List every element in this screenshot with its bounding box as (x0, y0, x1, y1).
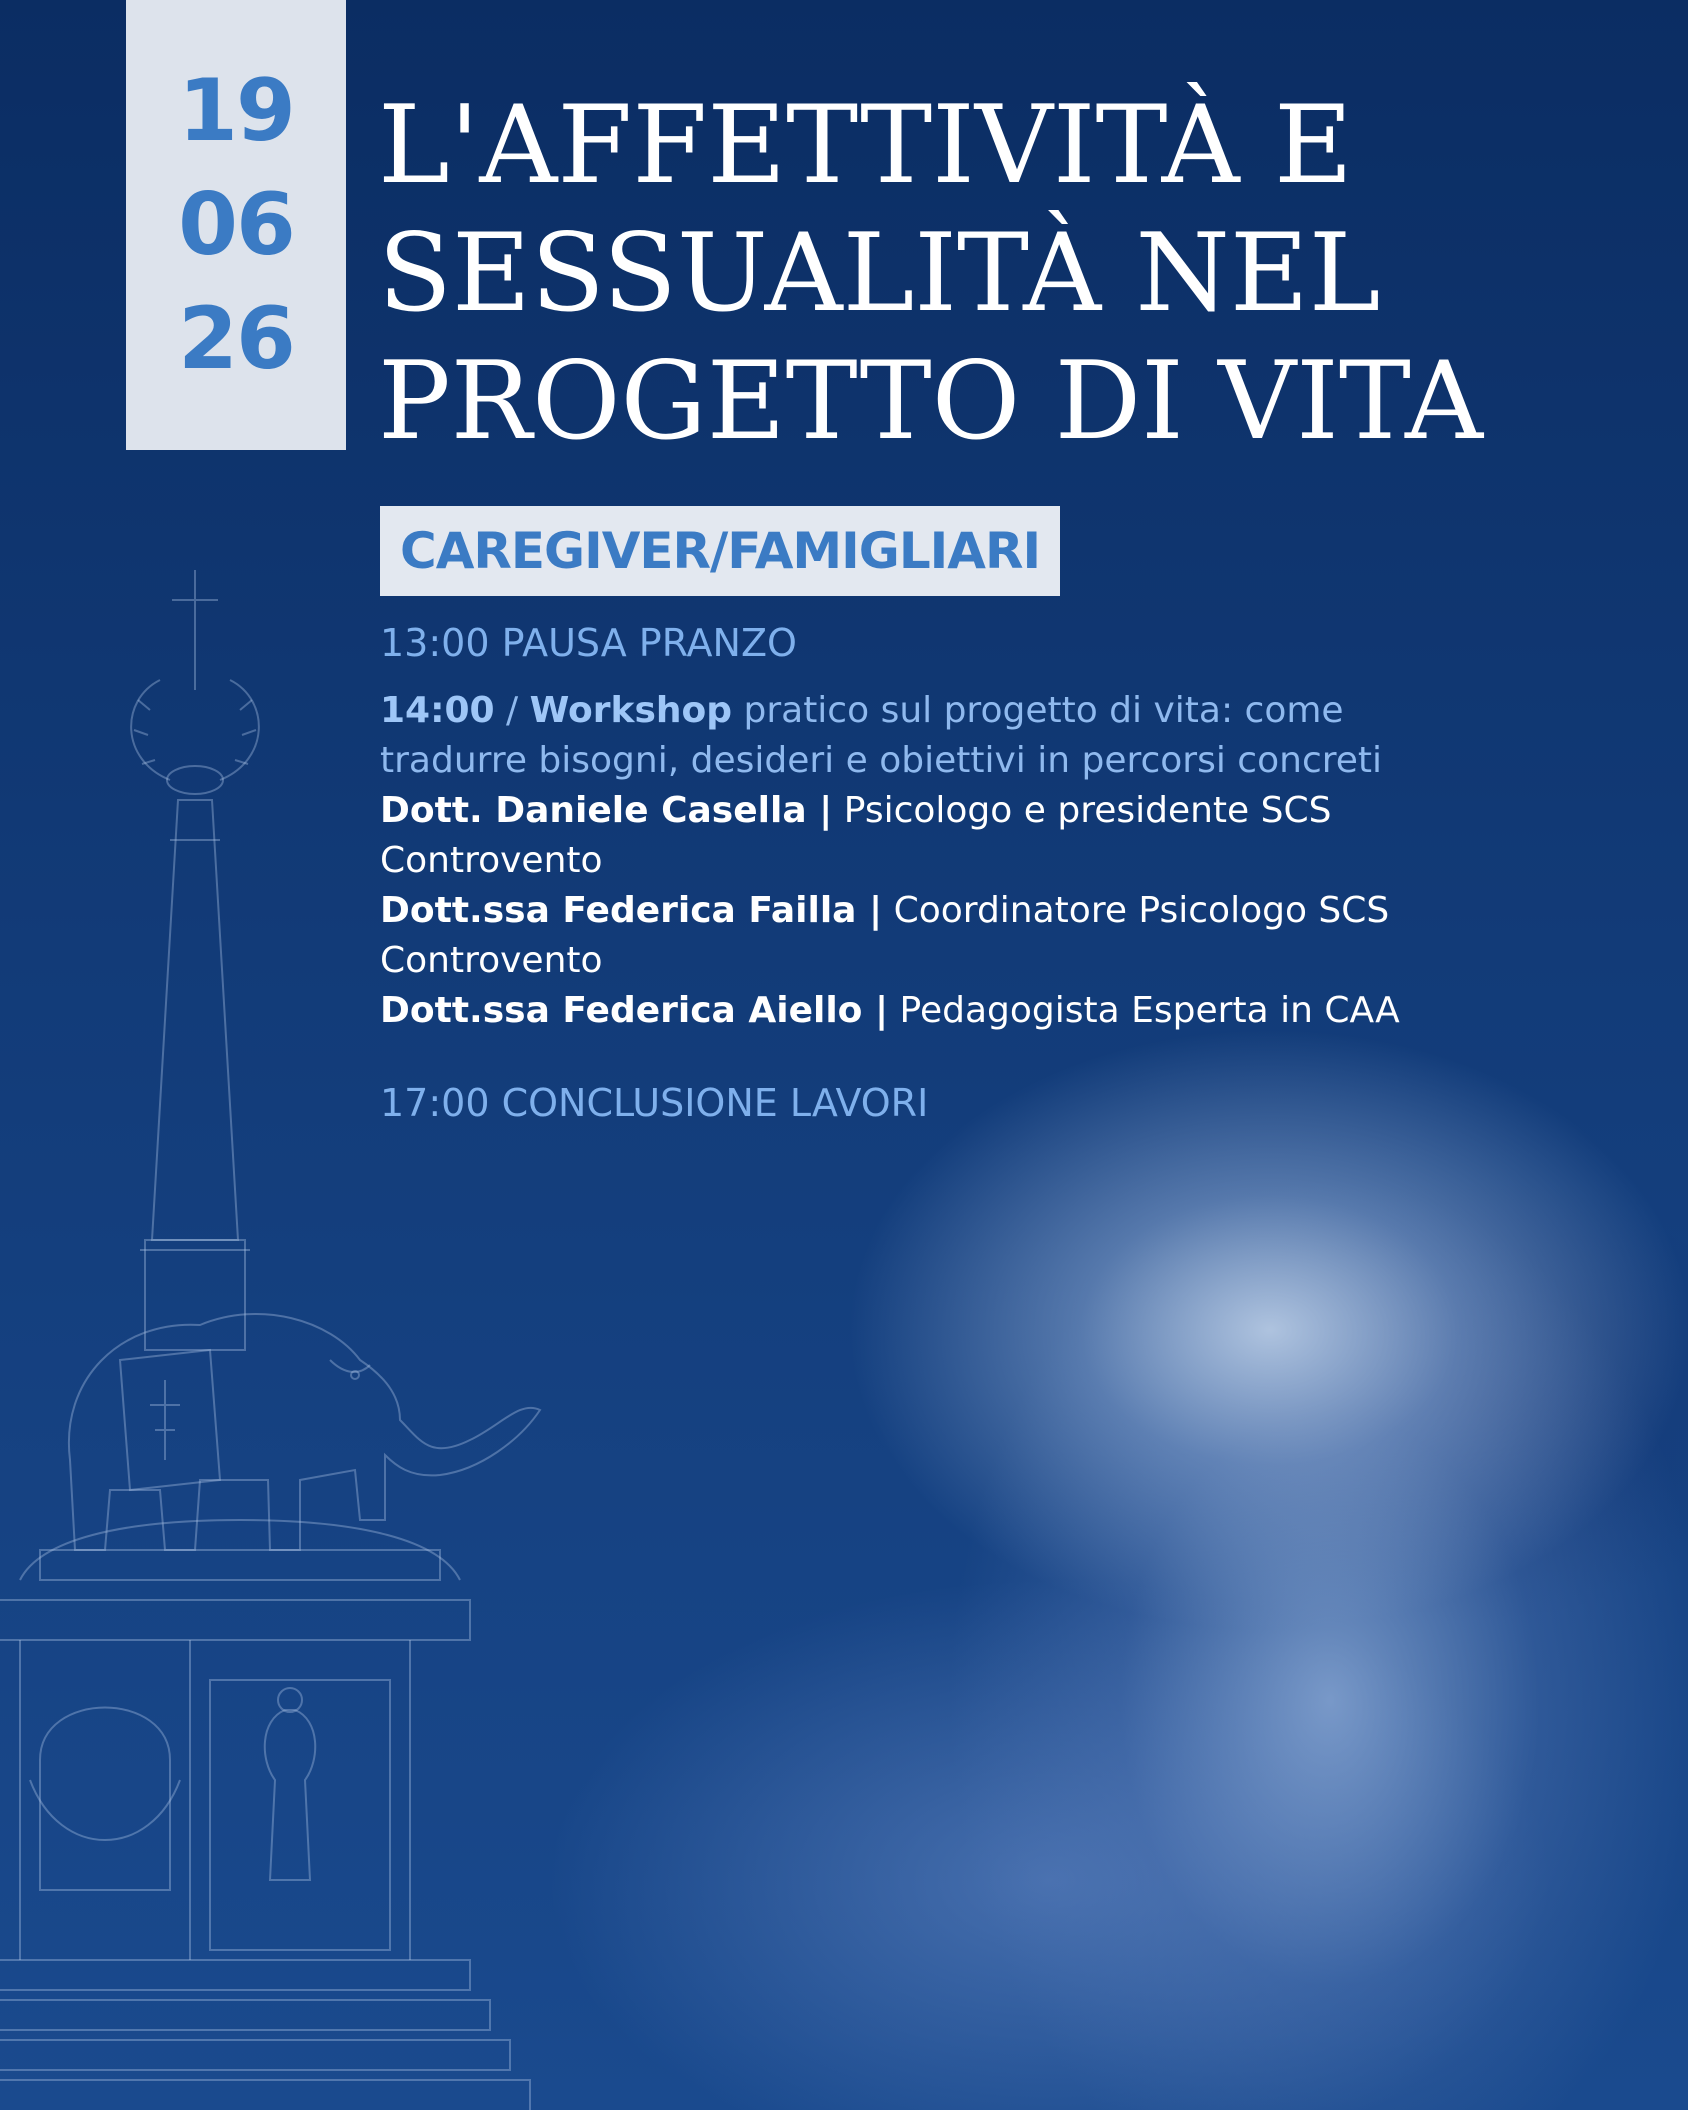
workshop-description-1: pratico sul progetto di vita: come (732, 690, 1344, 731)
speaker-name: Dott. Daniele Casella | (380, 790, 833, 831)
date-month: 06 (178, 175, 294, 275)
audience-badge (380, 506, 1060, 596)
workshop-label: Workshop (529, 690, 733, 731)
speaker-role: Coordinatore Psicologo SCS (882, 890, 1390, 931)
speaker-role: Psicologo e presidente SCS (832, 790, 1332, 831)
speaker-name: Dott.ssa Federica Aiello | (380, 990, 889, 1031)
schedule-lunch: 13:00 PAUSA PRANZO (380, 621, 797, 665)
title-line-2: SESSUALITÀ NEL (378, 211, 1381, 336)
schedule (380, 616, 1670, 1130)
workshop-time: 14:00 (380, 690, 495, 731)
speaker-item (380, 886, 1670, 986)
workshop-description-2: tradurre bisogni, desideri e obiettivi in percorsi concreti (380, 740, 1383, 781)
date-day: 19 (178, 61, 294, 161)
title-line-1: L'AFFETTIVITÀ E (378, 83, 1353, 208)
speaker-item (380, 986, 1670, 1036)
schedule-workshop (380, 686, 1670, 786)
date-year: 26 (178, 289, 294, 389)
speaker-role: Pedagogista Esperta in CAA (888, 990, 1400, 1031)
event-date-box (126, 0, 346, 450)
audience-label: CAREGIVER/FAMIGLIARI (400, 522, 1041, 580)
event-title (378, 82, 1668, 466)
title-line-3: PROGETTO DI VITA (378, 339, 1483, 464)
speaker-role-cont: Controvento (380, 840, 603, 881)
workshop-separator: / (494, 690, 530, 731)
speaker-item (380, 786, 1670, 886)
speaker-role-cont: Controvento (380, 940, 603, 981)
schedule-end: 17:00 CONCLUSIONE LAVORI (380, 1081, 929, 1125)
speaker-name: Dott.ssa Federica Failla | (380, 890, 883, 931)
